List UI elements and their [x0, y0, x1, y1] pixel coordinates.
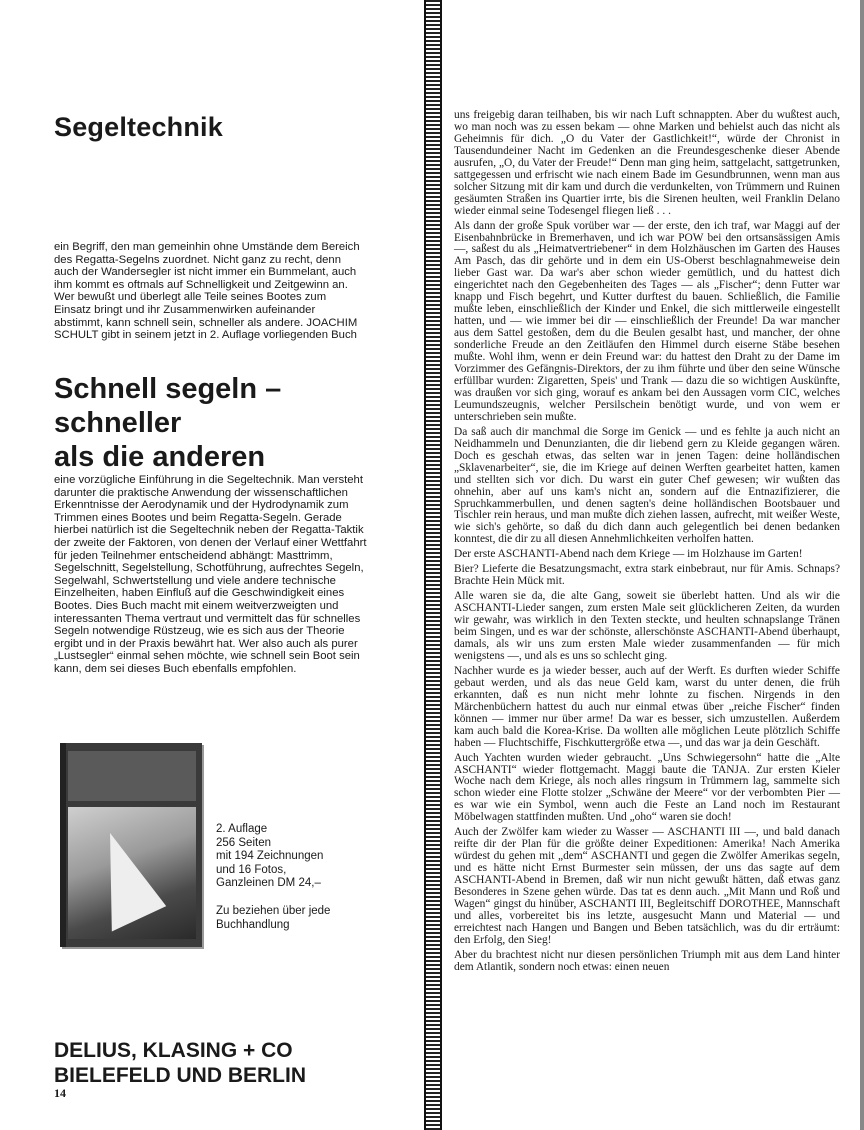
publisher-location: BIELEFELD UND BERLIN: [54, 1064, 306, 1087]
info-pages: 256 Seiten: [216, 836, 271, 849]
paragraph: uns freigebig daran teilhaben, bis wir nach Luft schnappten. Aber du wußtest auch, wo man noch was zu essen bekam — ohne Marken und behielst auch das nicht als Geheimnis für dich. „O du Vater der Gastlichkeit!“, würde der Chronist in Tausendundeiner Nacht im Gedenken an die Freundesgeschenke dieser Abende ausrufen, „O, du Vater der Freude!“ Denn man ging heim, sattgelacht, sattgetrunken, sattgegessen und erfrischt wie nach einem Bade im Gesundbrunnen, wenn man aus solcher Sitzung mit dir kam und durch die verdunkelten, von Trümmern und Ruinen gesäumten Straßen ins Quartier irrte, bis die Sirenen heulten, weil Franklin Delano wieder einmal seine Todesengel fliegen ließ . . .: [454, 109, 840, 217]
paragraph: Als dann der große Spuk vorüber war — der erste, den ich traf, war Maggi auf der Eisenbahnbrücke in Bremerhaven, und ich war POW bei den ortsansässigen Amis —, saßest du als „Heimatvertriebener“ in dem Holzhäuschen im Garten des Hauses Am Pasch, das dir gehörte und in dem ein US-Oberst beschlagnahmeweise dein lieber Gast war. Da war's aber schon wieder gemütlich, und du hattest dich eingerichtet nach den Gegebenheiten des Tages — als „Fischer“; denn Futter war knapp und Fisch begehrt, und Kutter durftest du bauen. Schließlich, die Familie mußte leben, einschließlich der Kinder und Enkel, die sich mittlerweile eingestellt hatten, und — wie immer bei dir — einschließlich der Freunde! Da war mancher aus dem Sattel gestoßen, dem du die Beulen gesalbt hast, und mancher, der ohne sonderliche Freude an den Zeitläufen den Himmel durch eiserne Stäbe besehen mußte. Wohl ihm, wenn er dein Freund war: du hattest den Draht zu der Dame im Vorzimmer des Gefängnis-Direktors, der zu ihm führte und über den seine Wünsche erfüllbar wurden: Zigaretten, Speis' und Trank — dazu die so wichtigen Auskünfte, was draußen vor sich ging, worauf es ankam bei den Aussagen vorm CIC, welches Leumundszeugnis, welcher Persilschein benötigt wurde, und von wem er unterschrieben sein mußte.: [454, 219, 840, 423]
paragraph: Aber du brachtest nicht nur diesen persönlichen Triumph mit aus dem Land hinter dem Atlantik, sondern noch etwas: einen neuen: [454, 948, 840, 973]
page-number: 14: [54, 1086, 66, 1100]
info-price: Ganzleinen DM 24,–: [216, 877, 321, 890]
page-edge: [860, 0, 864, 1130]
info-drawings: mit 194 Zeichnungen: [216, 850, 324, 863]
info-photos: und 16 Fotos,: [216, 863, 287, 876]
paragraph: Da saß auch dir manchmal die Sorge im Genick — und es fehlte ja auch nicht an Neidhammeln und Denunzianten, die dir liebend gern zu Kleide gegangen wären. Doch es geschah etwas, das selten war in jenen Tagen: deine holländischen „Sklavenarbeiter“, sie, die im Kriege auf deinen Werften gearbeitet hatten, kamen und stellten sich vor dich. Du warst ein guter Chef gewesen; wir wußten das ohnehin, aber auf uns kam's nicht an, sondern auf die Entnazifizierer, die Spruchkammerbullen, und denen sagten's deine holländischen Bootsbauer und Tischler rein heraus, und man mußte dich ziehen lassen, aufrecht, mit weißer Weste, wie sich's gehörte, so daß du dich dann auch gelegentlich bei denen bedanken konntest, die dir zu all diesen Annehmlichkeiten verholfen hatten.: [454, 425, 840, 546]
availability-line: Zu beziehen über jede: [216, 904, 331, 917]
book-title: [54, 372, 394, 474]
paragraph: Auch Yachten wurden wieder gebraucht. „Uns Schwiegersohn“ hatte die „Alte ASCHANTI“ wieder flottgemacht. Maggi baute die TANJA. Zur ersten Kieler Woche nach dem Kriege, als noch alles ringsum in Trümmern lag, sammelte sich schon wieder eine Flotte stolzer „Schwäne der Meere“ vor der verbombten Pier — es war wie ein Symbol, wenn auch die Feste an Land noch im Restaurant Möbelwagen stattfinden mußten. Und „oho“ waren sie doch!: [454, 751, 840, 824]
right-page-text: [454, 110, 840, 977]
book-description: eine vorzügliche Einführung in die Segeltechnik. Man versteht darunter die praktische Anwendung der wissenschaftlichen Erkenntnisse der Aerodynamik und der Hydrodynamik zum Trimmen eines Bootes und beim Regatta-Segeln. Gerade hierbei natürlich ist die Segeltechnik neben der Regatta-Taktik der zweite der Faktoren, von denen der Verlauf einer Wettfahrt für jeden Teilnehmer entscheidend abhängt: Masttrimm, Segelschnitt, Segelstellung, Schotführung, aufrechtes Segeln, Segelwahl, Schwertstellung und viele andere technische Einzelheiten, haben Einfluß auf die Geschwindigkeit eines Bootes. Dies Buch macht mit einem weitverzweigten und interessanten Thema vertraut und vermittelt das für schnelles Segeln notwendige Rüstzeug, wie es sich aus der Theorie ergibt und in der Praxis bewährt hat. Wer also auch als purer „Lustsegler“ einmal sehen möchte, wie schnell sein Boot sein kann, dem sei dieses Buch ebenfalls empfohlen.: [54, 474, 367, 675]
availability-line: Buchhandlung: [216, 918, 290, 931]
paragraph: Alle waren sie da, die alte Gang, soweit sie überlebt hatten. Und als wir die ASCHANTI-Lieder sangen, zum ersten Male seit glücklicheren Zeiten, da wurden wir gewahr, was wirklich in den Texten steckte, und heulten schnapslange Tränen beim Singen, und es war der schönste, allerschönste ASCHANTI-Abend überhaupt, damals, als wir uns zum ersten Male wieder zusammenfanden — für mich wenigstens —, und als es uns so schlecht ging.: [454, 590, 840, 662]
paragraph: Nachher wurde es ja wieder besser, auch auf der Werft. Es durften wieder Schiffe gebaut werden, und als das neue Geld kam, warst du unter denen, die früh erkannten, daß es nun nicht mehr lohnte zu fischen. Nirgends in den Märchenbüchern hattest du auch nur einmal etwas über „reiche Fischer“ finden können — immer nur über arme! Da war es besser, sich umzustellen. Außerdem kam auch bald die Korea-Krise. Da wollten alle möglichen Leute plötzlich Schiffe haben — Fluchtschiffe, Fischkuttergröße etwa —, und das war ja dein Geschäft.: [454, 664, 840, 749]
book-info: [216, 823, 330, 932]
info-edition: 2. Auflage: [216, 823, 268, 835]
ad-intro-text: ein Begriff, den man gemeinhin ohne Umstände dem Bereich des Regatta-Segelns zuordnet. Nicht ganz zu recht, denn auch der Wandersegler ist nicht immer ein Bummelant, auch ihm kommt es oftmals auf Schnelligkeit und Zeitgewinn an. Wer bewußt und überlegt alle Teile seines Bootes zum Einsatz bringt und ihr Zusammenwirken aufeinander abstimmt, kann schnell sein, schneller als andere. JOACHIM SCHULT gibt in seinem jetzt in 2. Auflage vorliegenden Buch: [54, 241, 360, 342]
paragraph: Auch der Zwölfer kam wieder zu Wasser — ASCHANTI III —, und bald danach reifte dir der Plan für die größte deiner Expeditionen: Amerika! Nach Amerika würdest du gehen mit „dem“ ASCHANTI und gegen die Zwölfer Amerikas segeln, und es hätte nicht Ernst Burmester sein müssen, der uns das sagte auf dem ASCHANTI-Abend in Bremen, daß wir nun nicht gewußt hätten, daß etwas ganz Besonderes in Szene gehen würde. Das tat es denn auch. „Mit Mann und Roß und Wagen“ gingst du hinüber, ASCHANTI III, Begleitschiff DOROTHEE, Mannschaft und alles, vorbereitet bis ins letzte, ausgesucht Mann und Material — und erreichtest nach Hangen und Bangen und Beben tatsächlich, was du dir erträumt: den Erfolg, den Sieg!: [454, 826, 840, 946]
paragraph: Der erste ASCHANTI-Abend nach dem Kriege — im Holzhause im Garten!: [454, 548, 803, 561]
paragraph: Bier? Lieferte die Besatzungsmacht, extra stark einbebraut, nur für Amis. Schnaps? Brachte Hein Mück mit.: [454, 563, 840, 588]
ad-title: Segeltechnik: [54, 112, 223, 142]
publisher-name: DELIUS, KLASING + CO: [54, 1039, 293, 1062]
book-title-line: als die anderen: [54, 441, 266, 473]
book-title-line: schneller: [54, 407, 182, 439]
page-gutter: [424, 0, 442, 1130]
publisher: [54, 1038, 306, 1088]
book-cover-image: [60, 743, 202, 947]
book-title-line: Schnell segeln –: [54, 373, 282, 405]
